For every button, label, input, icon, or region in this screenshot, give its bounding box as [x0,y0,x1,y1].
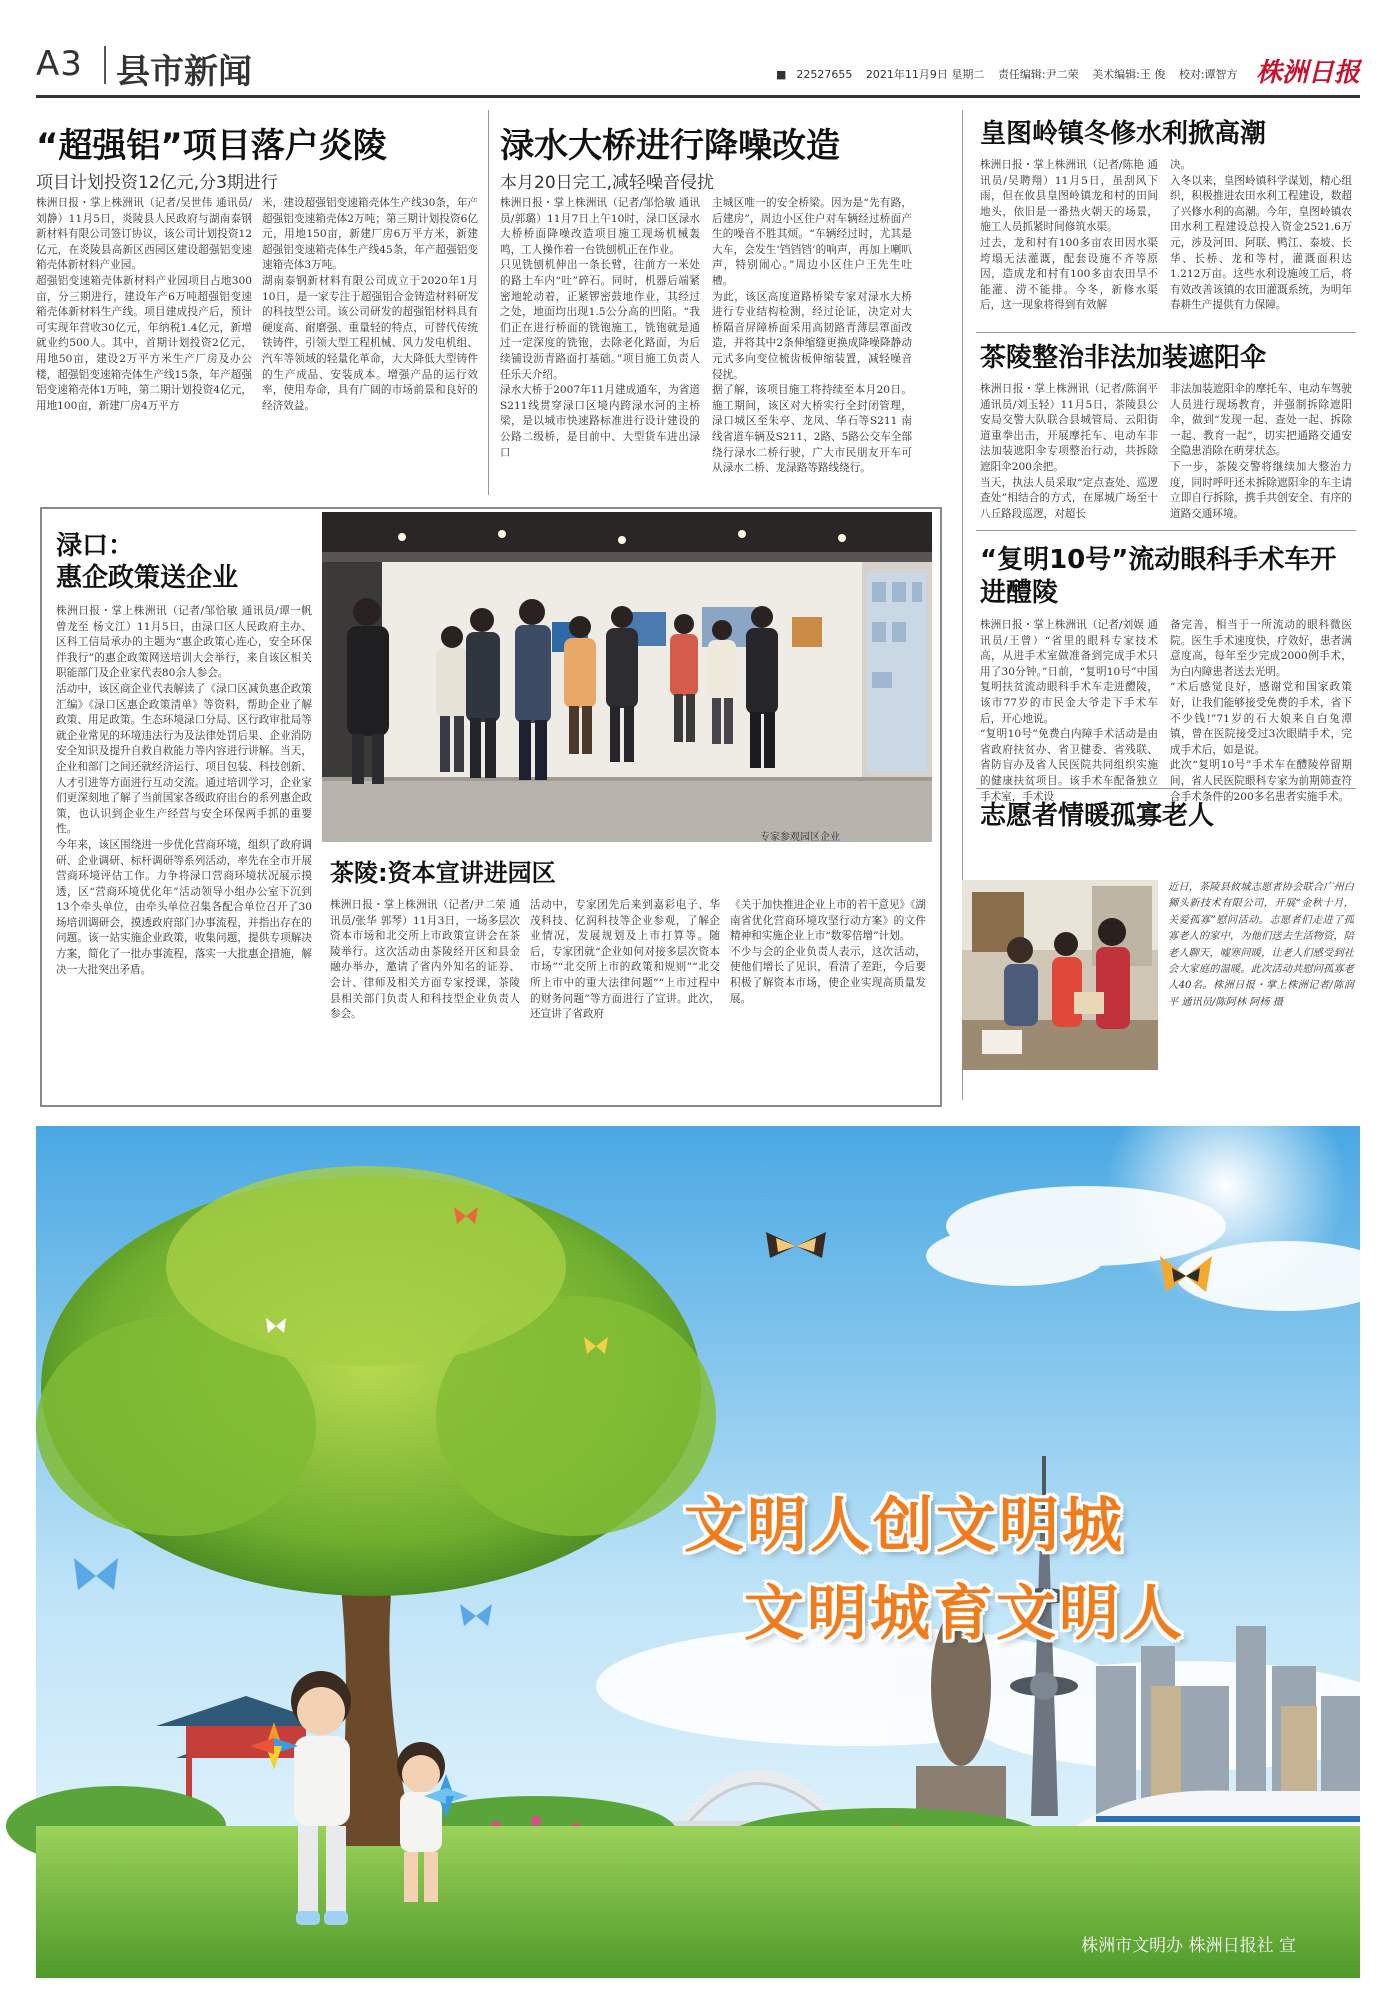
irrigation-body-col1: 株洲日报・掌上株洲讯（记者/陈艳 通讯员/吴聘翔）11月5日，虽刮风下雨，但在攸县皇图岭镇龙和村的田间地头，依旧是一番热火朝天的场景，施工人员抓紧时间修筑水渠。 过去，龙和村有100多亩农田因水渠垮塌无法灌溉，配套设施不齐等原因，造成龙和村有100多亩农田旱不能灌、涝不能排。今冬，新修水渠后，这一现象将得到有效解 [980,159,1158,312]
volunteer-photo [962,880,1158,1070]
section-divider [976,788,1356,789]
lukou-title-line2: 惠企政策送企业 [56,563,239,593]
chaling-body-col2: 活动中，专家团先后来到嘉彩电子、华茂科技、亿润科技等企业参观，了解企业情况，发展规划及上市打算等。随后，专家团就“企业如何对接多层次资本市场”“北交所上市的政策和规则”“北交所上市中的重大法律问题”“上市过程中的财务问题”等方面进行了宣讲。此次，还宣讲了省政府 [530,899,720,1021]
aluminum-subtitle: 项目计划投资12亿元,分3期进行 [36,173,278,193]
eye-surgery-title: “复明10号”流动眼科手术车开进醴陵 [980,545,1337,608]
eye-surgery-body-col1: 株洲日报・掌上株洲讯（记者/刘娱 通讯员/王曾）“省里的眼科专家技术高，从进手术室做准备到完成手术只用了30分钟。”日前，“复明10号”中国复明扶贫流动眼科手术车走进醴陵，该市77岁的市民金大爷走下手术车后，开心地说。 “复明10号”免费白内障手术活动是由省政府扶贫办、省卫健委、省残联、省防盲办及省人民医院共同组织实施的健康扶贫项目。该手术车配备独立手术室，手术设 [980,619,1158,803]
bridge-title: 渌水大桥进行降噪改造 [500,126,840,166]
irrigation-body-col2: 决。 入冬以来，皇图岭镇科学谋划，精心组织，积极推进农田水利工程建设，数超了兴修水利的高潮。今年，皇图岭镇农田水利工程建设总投入资金2521.6万元，涉及河田、阿联、鸭江、泰坡、长华、长桥、龙和等村，灌溉面积达1.212万亩。这些水利设施竣工后，将有效改善该镇的农田灌溉系统，为明年春耕生产提供有力保障。 [1170,159,1352,312]
lukou-title-line1: 渌口： [56,531,135,561]
header-editor: 责任编辑:尹二荣 [997,68,1079,81]
page-number: A3 [36,44,83,84]
section-divider [976,530,1356,531]
lukou-body: 株洲日报・掌上株洲讯（记者/邹恰敏 通讯员/谭一帆 曾龙至 杨文江）11月5日，由渌口区人民政府主办、区科工信局承办的主题为“惠企政策心连心，安全环保伴我行”的惠企政策网送培训大会举行，来自该区相关职能部门及企业家代表80余人参会。 活动中，该区商企业代表解读了《渌口区减负惠企政策汇编》《渌口区惠企政策清单》等资料，帮助企业了解政策、用足政策。生态环境渌口分局、区行政审批局等就企业常见的环境违法行为及法律处罚后果、企业消防安全知识及提升自救自救能力等内容进行讲解。当天，企业和部门之间还就经济运行、项目包装、科技创新、人才引进等方面进行互动交流。通过培训学习，企业家们更深刻地了解了当前国家各级政府出台的系列惠企政策，也认识到企业生产经营与安全环保两手抓的重要性。 今年来，该区围绕进一步优化营商环境，组织了政府调研、企业调研、标杆调研等系列活动，率先在全市开展营商环境评估工作。力争将渌口营商环境状况展示摸透，区“营商环境优化年”活动领导小组办公室下沉到13个牵头单位，由牵头单位召集各配合单位召开了30场培训调研会，摸透政府部门办事流程，并指出存在的问题。该一站实施企业政策，收集问题，提供专项解决方案，简化了一批办事流程，落实一大批惠企措施，解决一大批突出矛盾。 [56,605,312,976]
slogan-line2: 文明城育文明人 [744,1579,1185,1649]
aluminum-body-col2: 米，建设超强铝变速箱壳体生产线30条，年产超强铝变速箱壳体2万吨；第三期计划投资6亿元，用地150亩，新建厂房6万平方米，新建超强铝变速箱壳体生产线45条，年产超强铝变速箱壳体3万吨。 湖南泰钢新材料有限公司成立于2020年1月10日，是一家专注于超强铝合金铸造材料研发的科技型公司。该公司研发的超强铝材料具有硬度高、耐磨强、重量轻的特点，可替代传统铁铸件，引领大型工程机械、风力发电机组、汽车等领域的轻量化革命，大大降低大型铸件的生产成品、安装成本。增强产品的运行效率，使用寿命，具有广阔的市场前景和良好的经济效益。 [262,197,478,412]
photo-caption: 专家参观园区企业 [760,832,840,843]
chaling-body-col3: 《关于加快推进企业上市的若干意见》《湖南省优化营商环境攻坚行动方案》的文件精神和实施企业上市“数零倍增”计划。 不少与会的企业负责人表示，这次活动，使他们增长了见识，看清了差距，今后要积极了解资本市场，使企业实现高质量发展。 [730,899,926,1005]
exhibition-photo [322,512,932,842]
column-divider [488,110,489,495]
section-title: 县市新闻 [116,52,252,92]
slogan-line1: 文明人创文明城 [684,1491,1125,1561]
volunteer-title: 志愿者情暖孤寡老人 [980,801,1215,831]
header-art-editor: 美术编辑:王 俊 [1092,68,1166,81]
ad-credit: 株洲市文明办 株洲日报社 宣 [1081,1936,1296,1956]
header-phone: 22527655 [796,68,853,81]
bridge-body-col2: 主城区唯一的安全桥梁。因为是“先有路，后建房”，周边小区住户对车辆经过桥面产生的噪音不胜其烦。“车辆经过时，尤其是大车，会发生‘铛铛铛’的响声，再加上喇叭声，特别闹心。”周边小区住户王先生吐槽。 为此，该区高度道路桥梁专家对渌水大桥进行专业结构检测，经过论证，决定对大桥隔音屏障桥面采用高韧路青薄层罩面改造，并将其中2条伸缩缝更换成降噪降静动元式多向变位梳齿板伸缩装置，减轻噪音侵扰。 据了解，该项目施工将持续至本月20日。施工期间，该区对大桥实行全封闭管理，渌口城区至朱亭、龙凤、华石等S211 南线省道车辆及S211、2路、5路公交车全部绕行渌水二桥行驶，广大市民朋友开车可从渌水二桥、龙渌路等路线绕行。 [712,197,912,475]
volunteer-caption: 近日，茶陵县攸城志愿者协会联合广州白狮头新技术有限公司，开展“金秋十月，关爱孤寡”慰问活动。志愿者们走进了孤寡老人的家中，为他们送去生活物资，陪老人聊天，嘘寒问暖，让老人们感受到社会大家庭的温暖。此次活动共慰问孤寡老人40名。株洲日报・掌上株洲记者/陈润平 通讯员/陈阿林 阿杨 摄 [1168,882,1354,1008]
civilization-advertisement [36,1126,1360,1978]
section-divider [976,332,1356,333]
irrigation-title: 皇图岭镇冬修水利掀高潮 [980,119,1267,149]
chaling-body-col1: 株洲日报・掌上株洲讯（记者/尹二荣 通讯员/张华 郭琴）11月3日，一场多层次资本市场和北交所上市政策宣讲会在茶陵举行。这次活动由茶陵经开区和县金融办举办，邀请了省内外知名的证券、会计、律师及相关方面专家授课，茶陵县相关部门负责人和科技型企业负责人参会。 [330,899,520,1021]
header-rule [36,95,1360,98]
umbrella-body-col2: 非法加装遮阳伞的摩托车、电动车驾驶人员进行现场教育，并强制拆除遮阳伞，做到“发现一起、查处一起、拆除一起、教育一起”，切实把通路交通安全隐患消除在萌芽状态。 下一步，茶陵交警将继续加大整治力度，同时呼吁还未拆除遮阳伞的车主请立即自行拆除，携手共创安全、有序的道路交通环境。 [1170,383,1352,520]
page-header [36,38,1360,94]
aluminum-title: “超强铝”项目落户炎陵 [36,126,387,166]
umbrella-body-col1: 株洲日报・掌上株洲讯（记者/陈润平 通讯员/刘玉轻）11月5日，茶陵县公安局交警大队联合县城管局、云阳街道重拳出击，开展摩托车、电动车非法加装遮阳伞专项整治行动，共拆除遮阳伞200余把。 当天，执法人员采取“定点查处、巡逻查处”相结合的方式，在犀城广场至十八丘路段巡逻，对超长 [980,383,1158,520]
header-proofreader: 校对:谭智方 [1178,68,1238,81]
aluminum-body-col1: 株洲日报・掌上株洲讯（记者/吴世伟 通讯员/刘静）11月5日，炎陵县人民政府与湖南泰钢新材料有限公司签订协议，该公司计划投资12亿元，在炎陵县高新区西园区建设超强铝变速箱壳体新材料产业园。 超强铝变速箱壳体新材料产业园项目占地300亩，分三期进行，建设年产6万吨超强铝变速箱壳体新材料生产线。项目建成投产后，预计可实现年营收30亿元，年纳税1.4亿元，新增就业约500人。其中，首期计划投资2亿元，用地50亩，建设2万平方米生产厂房及办公楼，超强铝变速箱壳体生产线15条，年产超强铝变速箱壳体1万吨，第二期计划投资4亿元，用地100亩，新建厂房4万平方 [36,197,252,412]
bridge-body-col1: 株洲日报・掌上株洲讯（记者/邹恰敏 通讯员/郭璐）11月7日上午10时，渌口区渌水大桥桥面降噪改造项目施工现场机械轰鸣，工人操作着一台铣刨机正在作业。 只见铣刨机伸出一条长臂，往前方一米处的路土车内“吐”碎石。同时，机器后端紧密地轮动着，正紧锣密鼓地作业，其经过之处，地面均出现1.5公分高的凹陷。“我们正在进行桥面的铣铇施工，铣铇就是通过一定深度的铣铇，去除老化路面，为后续铺设沥青路面打基础。”项目施工负责人任乐天介绍。 渌水大桥于2007年11月建成通车，为省道S211线贯穿渌口区境内跨渌水河的主桥梁，是以城市快速路标准进行设计建设的公路二级桥，是目前中、大型货车进出渌口 [500,197,700,459]
newspaper-logo: 株洲日报 [1255,58,1360,88]
bridge-subtitle: 本月20日完工,减轻噪音侵扰 [500,173,715,193]
header-meta [776,66,1248,82]
chaling-title: 茶陵:资本宣讲进园区 [330,859,556,887]
eye-surgery-body-col2: 备完善，相当于一所流动的眼科微医院。医生手术速度快，疗效好，患者满意度高，每年至少完成2000例手术，为白内障患者送去光明。 “术后感觉良好，感谢党和国家政策好，让我们能够接受免费的手术，省下不少钱!”71岁的石大娘来自白兔潭镇，曾在医院接受过3次眼睛手术，完成手术后，如是说。 此次“复明10号”手术车在醴陵停留期间，省人民医院眼科专家为前期筛查符合手术条件的200多名患者实施手术。 [1170,619,1352,803]
umbrella-title: 茶陵整治非法加装遮阳伞 [980,343,1267,373]
header-divider [104,46,106,84]
header-date: 2021年11月9日 星期二 [865,68,985,81]
phone-icon: ■ [776,68,787,81]
